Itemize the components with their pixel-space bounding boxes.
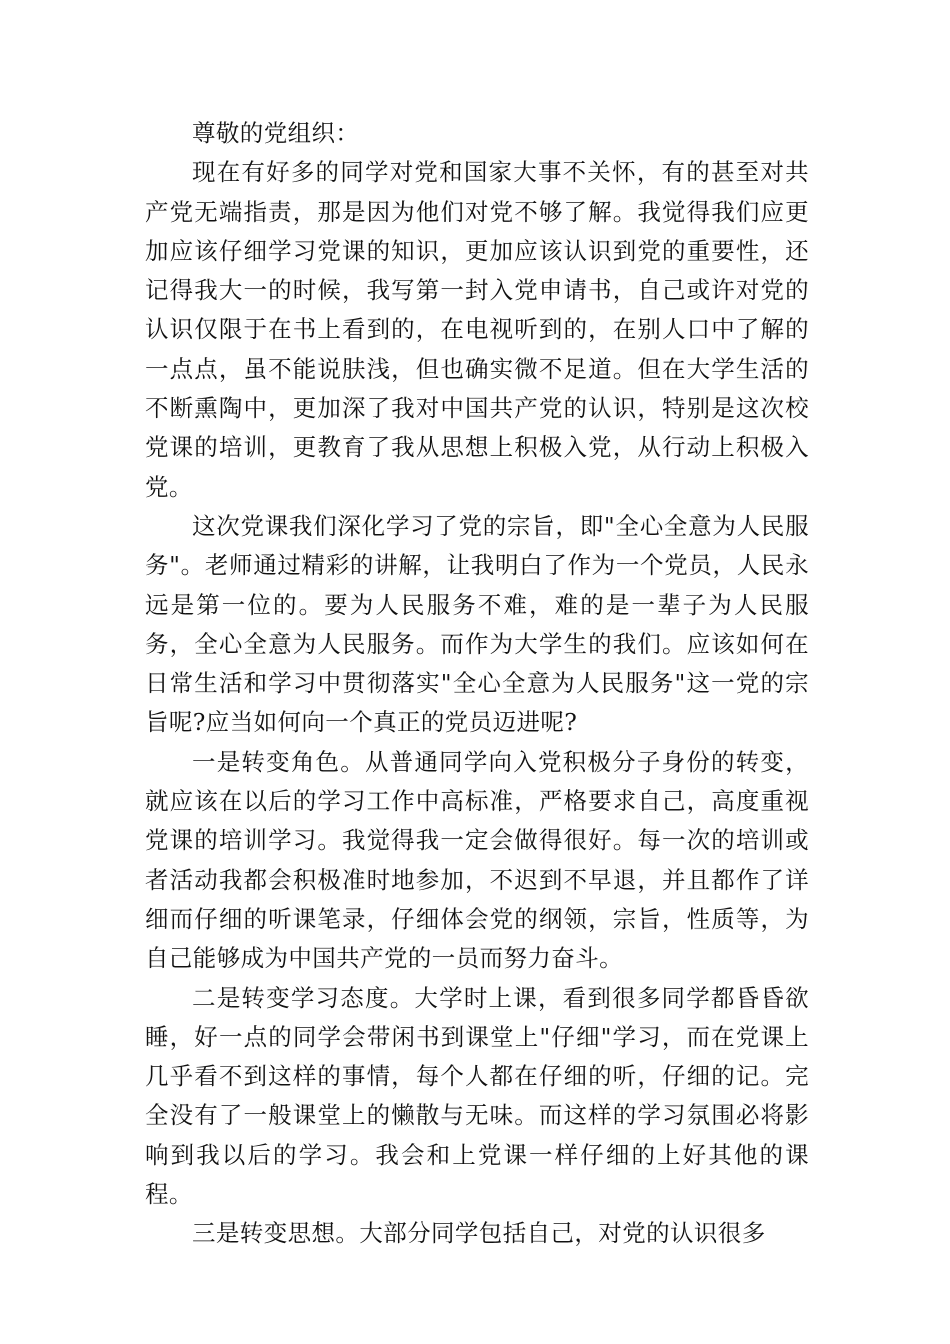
salutation: 尊敬的党组织：: [192, 119, 360, 147]
paragraph: 一是转变角色。从普通同学向入党积极分子身份的转变，就应该在以后的学习工作中高标准，严格要求自己，高度重视党课的培训学习。我觉得我一定会做得很好。每一次的培训或者活动我都会积极准时地参加，不迟到不早退，并且都作了详细而仔细的听课笔录，仔细体会党的纲领，宗旨，性质等，为自己能够成为中国共产党的一员而努力奋斗。: [145, 747, 809, 973]
paragraph: 现在有好多的同学对党和国家大事不关怀，有的甚至对共产党无端指责，那是因为他们对党不够了解。我觉得我们应更加应该仔细学习党课的知识，更加应该认识到党的重要性，还记得我大一的时候，我写第一封入党申请书，自己或许对党的认识仅限于在书上看到的，在电视听到的，在别人口中了解的一点点，虽不能说肤浅，但也确实微不足道。但在大学生活的不断熏陶中，更加深了我对中国共产党的认识，特别是这次校党课的培训，更教育了我从思想上积极入党，从行动上积极入党。: [145, 158, 809, 501]
paragraph: 二是转变学习态度。大学时上课，看到很多同学都昏昏欲睡，好一点的同学会带闲书到课堂上"仔细"学习，而在党课上几乎看不到这样的事情，每个人都在仔细的听，仔细的记。完全没有了一般课堂上的懒散与无味。而这样的学习氛围必将影响到我以后的学习。我会和上党课一样仔细的上好其他的课程。: [145, 983, 809, 1209]
paragraph: 这次党课我们深化学习了党的宗旨，即"全心全意为人民服务"。老师通过精彩的讲解，让我明白了作为一个党员，人民永远是第一位的。要为人民服务不难，难的是一辈子为人民服务，全心全意为人民服务。而作为大学生的我们。应该如何在日常生活和学习中贯彻落实"全心全意为人民服务"这一党的宗旨呢?应当如何向一个真正的党员迈进呢?: [145, 511, 809, 737]
document-body: [145, 114, 809, 1254]
paragraph: 三是转变思想。大部分同学包括自己，对党的认识很多: [192, 1219, 766, 1248]
